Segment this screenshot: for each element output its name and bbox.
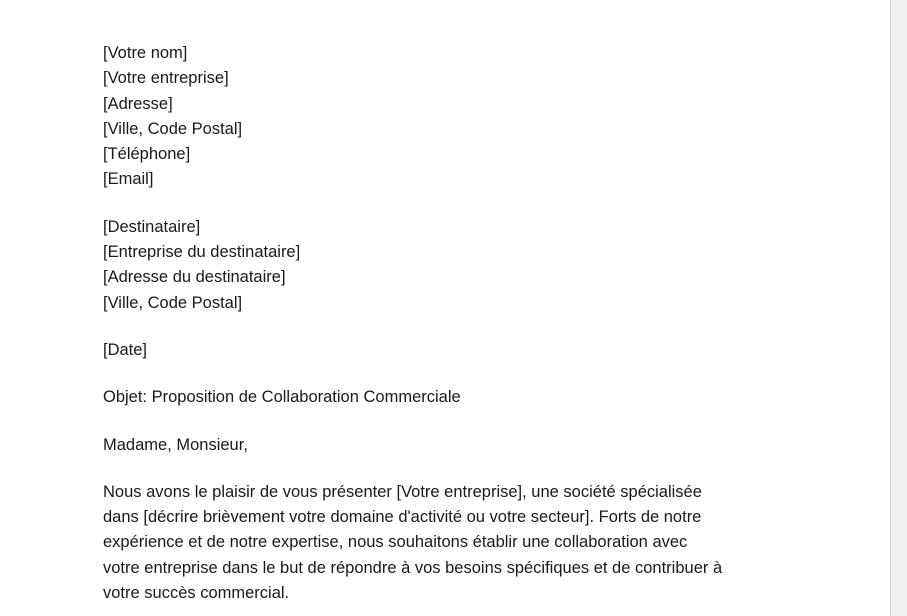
paragraph-line: expérience et de notre expertise, nous souhaitons établir une collaboration avec	[103, 533, 688, 552]
sender-city: [Ville, Code Postal]	[103, 119, 243, 138]
spacer	[103, 363, 823, 385]
body-paragraph	[103, 480, 823, 606]
paragraph-line: votre entreprise dans le but de répondre à vos besoins spécifiques et de contribuer à	[103, 558, 723, 577]
sender-block	[103, 41, 823, 193]
sender-name: [Votre nom]	[103, 44, 188, 62]
letter-body	[103, 41, 823, 606]
spacer	[103, 193, 823, 215]
paragraph-line: dans [décrire brièvement votre domaine d'activité ou votre secteur]. Forts de notre	[103, 508, 702, 527]
spacer	[103, 411, 823, 433]
spacer	[103, 458, 823, 480]
sender-address: [Adresse]	[103, 94, 173, 113]
sender-email: [Email]	[103, 170, 154, 189]
letter-date: [Date]	[103, 340, 148, 359]
paragraph-line: votre succès commercial.	[103, 584, 290, 603]
letter-salutation: Madame, Monsieur,	[103, 435, 248, 454]
letter-subject: Objet: Proposition de Collaboration Commerciale	[103, 388, 461, 407]
recipient-city: [Ville, Code Postal]	[103, 293, 243, 312]
recipient-company: [Entreprise du destinataire]	[103, 243, 301, 262]
sender-phone: [Téléphone]	[103, 145, 191, 164]
recipient-name: [Destinataire]	[103, 217, 201, 236]
spacer	[103, 316, 823, 338]
recipient-block	[103, 215, 823, 316]
recipient-address: [Adresse du destinataire]	[103, 268, 286, 287]
paragraph-line: Nous avons le plaisir de vous présenter [Votre entreprise], une société spécialisée	[103, 482, 702, 501]
sender-company: [Votre entreprise]	[103, 69, 229, 88]
